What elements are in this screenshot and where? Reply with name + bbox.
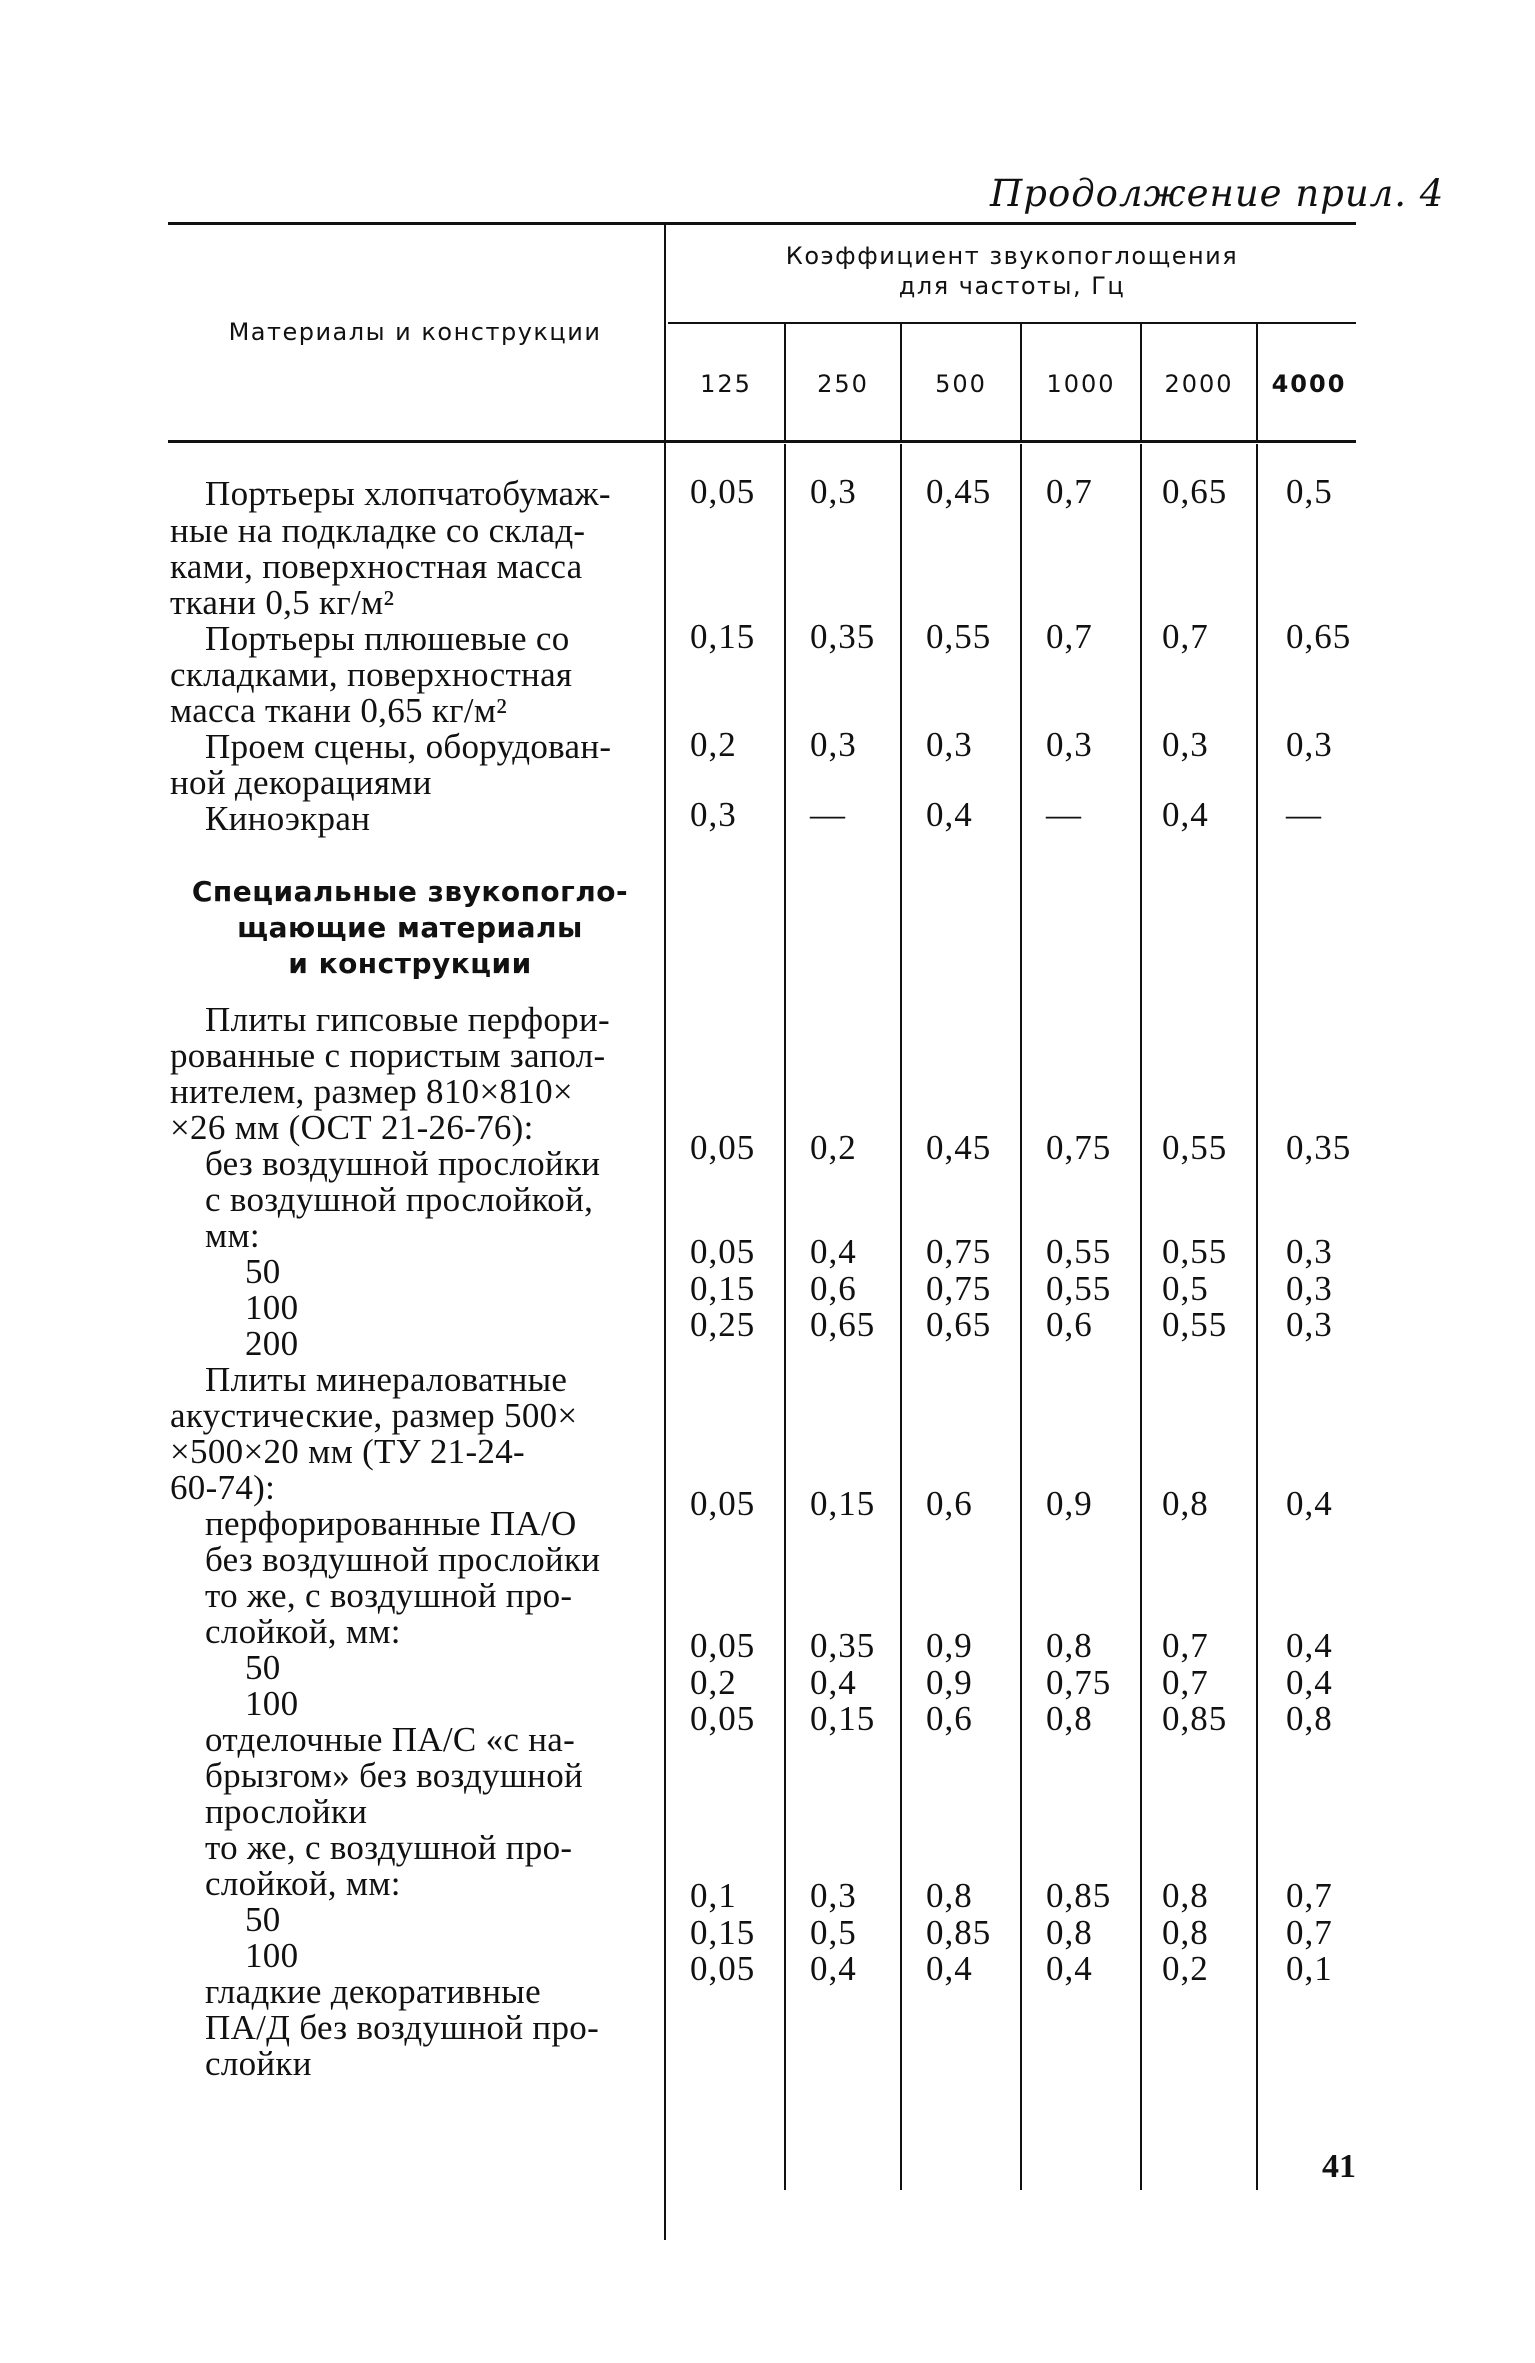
coefficient-value: 0,2 — [690, 1662, 737, 1702]
text-line: масса ткани 0,65 кг/м² — [170, 691, 508, 730]
coefficient-value: 0,8 — [926, 1876, 973, 1915]
coefficient-value: 0,6 — [1046, 1305, 1093, 1344]
coefficient-value: 0,4 — [810, 1949, 857, 1988]
coefficient-value: 0,05 — [690, 1949, 756, 1988]
text-line: перфорированные ПА/О — [205, 1504, 577, 1543]
value-cell — [690, 1878, 755, 1988]
value-cell — [1286, 619, 1351, 656]
text-line: ной декорациями — [170, 763, 432, 802]
value-cell — [810, 1878, 857, 1988]
coefficient-value: 0,8 — [1162, 1484, 1209, 1523]
coefficient-value: 0,9 — [1046, 1484, 1093, 1523]
text-line: слойкой, мм: — [205, 1864, 401, 1903]
value-cell — [926, 1234, 991, 1344]
value-cell — [1046, 1628, 1111, 1738]
coefficient-value: 0,3 — [1046, 725, 1093, 764]
page-number: 41 — [1322, 2148, 1356, 2185]
text-line: слойкой, мм: — [205, 1612, 401, 1651]
coefficient-value: 0,85 — [1046, 1876, 1112, 1915]
coefficient-value: 0,9 — [926, 1662, 973, 1702]
value-cell — [1046, 727, 1093, 764]
coefficient-value: 0,25 — [690, 1305, 756, 1344]
text-line: 50 — [245, 1648, 281, 1687]
freq-4000: 4000 — [1271, 370, 1347, 398]
coefficient-value: 0,1 — [1286, 1949, 1333, 1988]
freq-500: 500 — [935, 370, 987, 398]
coefficient-value: 0,4 — [926, 795, 973, 834]
coefficient-value: 0,75 — [926, 1268, 992, 1308]
text-line: 100 — [245, 1288, 299, 1327]
section-heading-line: щающие материалы — [237, 911, 583, 944]
coefficient-value: 0,45 — [926, 1128, 992, 1167]
value-cell — [926, 1486, 973, 1523]
coefficient-value: 0,7 — [1046, 617, 1093, 656]
coefficient-value: 0,1 — [690, 1876, 737, 1915]
coefficient-value: 0,3 — [1286, 1268, 1333, 1308]
text-line: 200 — [245, 1324, 299, 1363]
value-cell — [926, 1130, 991, 1167]
coefficient-value: 0,15 — [690, 1912, 756, 1952]
coefficient-value: 0,7 — [1286, 1876, 1333, 1915]
value-cell — [1046, 797, 1082, 834]
coefficient-value: 0,65 — [926, 1305, 992, 1344]
coefficient-value: 0,5 — [1162, 1268, 1209, 1308]
value-cell — [1286, 1234, 1333, 1344]
coefficient-value: 0,35 — [1286, 1128, 1352, 1167]
coefficient-value: 0,65 — [1162, 472, 1228, 511]
coefficient-value: 0,85 — [926, 1912, 992, 1952]
value-cell — [1162, 1878, 1209, 1988]
text-line: то же, с воздушной про- — [205, 1576, 573, 1615]
text-line: Плиты гипсовые перфори- — [205, 1000, 610, 1039]
coefficient-value: 0,55 — [926, 617, 992, 656]
text-line: прослойки — [205, 1792, 368, 1831]
coefficient-value: 0,3 — [1286, 725, 1333, 764]
coefficient-value: 0,4 — [1046, 1949, 1093, 1988]
value-cell — [1162, 619, 1209, 656]
text-line: 100 — [245, 1684, 299, 1723]
coefficient-value: 0,7 — [1162, 617, 1209, 656]
text-line: 50 — [245, 1900, 281, 1939]
text-line: 50 — [245, 1252, 281, 1291]
coefficient-value: 0,15 — [690, 1268, 756, 1308]
value-cell — [926, 1878, 991, 1988]
value-cell — [810, 474, 857, 511]
coefficient-value: 0,7 — [1162, 1626, 1209, 1665]
text-line: отделочные ПА/С «с на- — [205, 1720, 576, 1759]
value-cell — [1046, 1486, 1093, 1523]
coefficient-value: 0,45 — [926, 472, 992, 511]
value-cell — [926, 474, 991, 511]
table-top-rule — [168, 222, 1356, 225]
freq-125: 125 — [700, 370, 752, 398]
coefficient-value: 0,9 — [926, 1626, 973, 1665]
body-divider-4000 — [1256, 444, 1258, 2190]
coefficient-value: 0,4 — [1286, 1626, 1333, 1665]
value-cell — [926, 727, 973, 764]
coefficient-value: 0,7 — [1286, 1912, 1333, 1952]
value-cell — [1162, 1130, 1227, 1167]
value-cell — [810, 1130, 857, 1167]
freq-1000: 1000 — [1046, 370, 1116, 398]
coefficient-value: 0,8 — [1162, 1876, 1209, 1915]
coefficient-value: 0,55 — [1046, 1268, 1112, 1308]
coefficient-value: 0,65 — [810, 1305, 876, 1344]
coef-header-line2: для частоты, Гц — [898, 272, 1126, 300]
value-cell — [1046, 1130, 1111, 1167]
coefficient-value: 0,2 — [810, 1128, 857, 1167]
coefficient-value: 0,5 — [810, 1912, 857, 1952]
freq-2000: 2000 — [1164, 370, 1234, 398]
value-cell — [1286, 727, 1333, 764]
coefficient-value: 0,3 — [810, 472, 857, 511]
coefficient-value: — — [1046, 795, 1082, 834]
value-cell — [690, 474, 755, 511]
coefficient-value: 0,35 — [810, 617, 876, 656]
value-cell — [690, 1130, 755, 1167]
value-cell — [926, 1628, 973, 1738]
value-cell — [1046, 619, 1093, 656]
body-divider-250 — [784, 444, 786, 2190]
text-line: ×500×20 мм (ТУ 21-24- — [170, 1432, 525, 1471]
coefficient-value: 0,3 — [810, 725, 857, 764]
value-cell — [810, 619, 875, 656]
text-line: нителем, размер 810×810× — [170, 1072, 573, 1111]
header-mid-rule — [668, 322, 1356, 324]
coefficient-value: 0,5 — [1286, 472, 1333, 511]
coefficient-value: 0,3 — [1286, 1305, 1333, 1344]
text-line: ПА/Д без воздушной про- — [205, 2008, 600, 2047]
coefficient-value: 0,05 — [690, 472, 756, 511]
text-line: Портьеры хлопчатобумаж- — [205, 474, 611, 513]
coefficient-value: 0,3 — [690, 795, 737, 834]
materials-header: Материалы и конструкции — [228, 318, 602, 346]
text-line: Плиты минераловатные — [205, 1360, 568, 1399]
text-line: 60-74): — [170, 1468, 276, 1507]
value-cell — [690, 1234, 755, 1344]
coefficient-value: 0,8 — [1286, 1699, 1333, 1738]
coefficient-value: 0,2 — [1162, 1949, 1209, 1988]
text-line: Проем сцены, оборудован- — [205, 727, 612, 766]
value-cell — [1046, 474, 1093, 511]
value-cell — [1286, 797, 1322, 834]
value-cell — [810, 797, 846, 834]
value-cell — [1162, 474, 1227, 511]
text-line: Киноэкран — [205, 799, 371, 838]
value-cell — [690, 619, 755, 656]
text-line: рованные с пористым запол- — [170, 1036, 606, 1075]
text-line: ткани 0,5 кг/м² — [170, 583, 395, 622]
coefficient-value: 0,7 — [1162, 1662, 1209, 1702]
coefficient-value: — — [1286, 795, 1322, 834]
value-cell — [1046, 1878, 1111, 1988]
text-line: ные на подкладке со склад- — [170, 511, 586, 550]
text-line: акустические, размер 500× — [170, 1396, 578, 1435]
value-cell — [1286, 1628, 1333, 1738]
coefficient-value: 0,35 — [810, 1626, 876, 1665]
coefficient-value: 0,05 — [690, 1699, 756, 1738]
coefficient-value: 0,4 — [810, 1662, 857, 1702]
coefficient-value: 0,15 — [690, 617, 756, 656]
coefficient-value: 0,05 — [690, 1626, 756, 1665]
section-heading-line: Специальные звукопогло- — [191, 875, 629, 908]
value-cell — [1286, 1130, 1351, 1167]
value-cell — [810, 1486, 875, 1523]
value-cell — [1286, 474, 1333, 511]
value-cell — [1046, 1234, 1111, 1344]
coefficient-value: 0,4 — [1286, 1662, 1333, 1702]
coefficient-value: 0,05 — [690, 1232, 756, 1271]
value-cell — [1162, 727, 1209, 764]
text-line: ×26 мм (ОСТ 21-26-76): — [170, 1108, 534, 1147]
coefficient-value: 0,85 — [1162, 1699, 1228, 1738]
value-cell — [1162, 1234, 1227, 1344]
coefficient-value: 0,3 — [926, 725, 973, 764]
coefficient-value: 0,3 — [1162, 725, 1209, 764]
col-divider-4000 — [1256, 324, 1258, 440]
coefficient-value: 0,6 — [926, 1699, 973, 1738]
value-cell — [926, 619, 991, 656]
coefficient-value: 0,8 — [1046, 1699, 1093, 1738]
coefficient-value: 0,15 — [810, 1484, 876, 1523]
value-cell — [810, 1234, 875, 1344]
coefficient-value: 0,75 — [926, 1232, 992, 1271]
freq-250: 250 — [817, 370, 869, 398]
text-line: то же, с воздушной про- — [205, 1828, 573, 1867]
text-line: без воздушной прослойки — [205, 1540, 601, 1579]
coefficient-value: 0,05 — [690, 1484, 756, 1523]
coefficient-value: 0,05 — [690, 1128, 756, 1167]
text-line: брызгом» без воздушной — [205, 1756, 584, 1795]
coefficient-value: — — [810, 795, 846, 834]
coefficient-value: 0,55 — [1162, 1305, 1228, 1344]
value-cell — [1162, 1486, 1209, 1523]
text-line: складками, поверхностная — [170, 655, 573, 694]
value-cell — [690, 727, 737, 764]
section-heading-line: и конструкции — [288, 947, 532, 980]
body-divider-2000 — [1140, 444, 1142, 2190]
coefficient-value: 0,15 — [810, 1699, 876, 1738]
text-line: мм: — [205, 1216, 260, 1255]
coefficient-value: 0,4 — [926, 1949, 973, 1988]
value-cell — [690, 1628, 755, 1738]
coef-header-line1: Коэффициент звукопоглощения — [785, 242, 1239, 270]
coefficient-value: 0,75 — [1046, 1662, 1112, 1702]
text-line: ками, поверхностная масса — [170, 547, 583, 586]
text-line: без воздушной прослойки — [205, 1144, 601, 1183]
value-cell — [810, 1628, 875, 1738]
text-line: гладкие декоративные — [205, 1972, 541, 2011]
coefficient-value: 0,4 — [1286, 1484, 1333, 1523]
coefficient-value: 0,2 — [690, 725, 737, 764]
text-line: с воздушной прослойкой, — [205, 1180, 594, 1219]
text-line: 100 — [245, 1936, 299, 1975]
value-cell — [690, 797, 737, 834]
coefficient-value: 0,8 — [1046, 1626, 1093, 1665]
coefficient-value: 0,7 — [1046, 472, 1093, 511]
coefficient-value: 0,6 — [810, 1268, 857, 1308]
coefficient-value: 0,4 — [810, 1232, 857, 1271]
col-divider-main — [664, 222, 666, 2240]
header-bottom-rule — [168, 440, 1356, 443]
page-caption: Продолжение прил. 4 — [990, 172, 1445, 215]
value-cell — [810, 727, 857, 764]
value-cell — [1162, 1628, 1227, 1738]
coefficient-value: 0,55 — [1162, 1232, 1228, 1271]
value-cell — [1286, 1486, 1333, 1523]
text-line: слойки — [205, 2044, 312, 2083]
value-cell — [1162, 797, 1209, 834]
coefficient-value: 0,8 — [1046, 1912, 1093, 1952]
value-cell — [1286, 1878, 1333, 1988]
coefficient-value: 0,55 — [1162, 1128, 1228, 1167]
text-line: Портьеры плюшевые со — [205, 619, 570, 658]
coefficient-value: 0,4 — [1162, 795, 1209, 834]
coefficient-value: 0,3 — [810, 1876, 857, 1915]
coefficient-value: 0,6 — [926, 1484, 973, 1523]
value-cell — [690, 1486, 755, 1523]
coefficient-value: 0,55 — [1046, 1232, 1112, 1271]
body-divider-1000 — [1020, 444, 1022, 2190]
coefficient-value: 0,8 — [1162, 1912, 1209, 1952]
body-divider-500 — [900, 444, 902, 2190]
coefficient-value: 0,3 — [1286, 1232, 1333, 1271]
value-cell — [926, 797, 973, 834]
coefficient-value: 0,75 — [1046, 1128, 1112, 1167]
coefficient-value: 0,65 — [1286, 617, 1352, 656]
